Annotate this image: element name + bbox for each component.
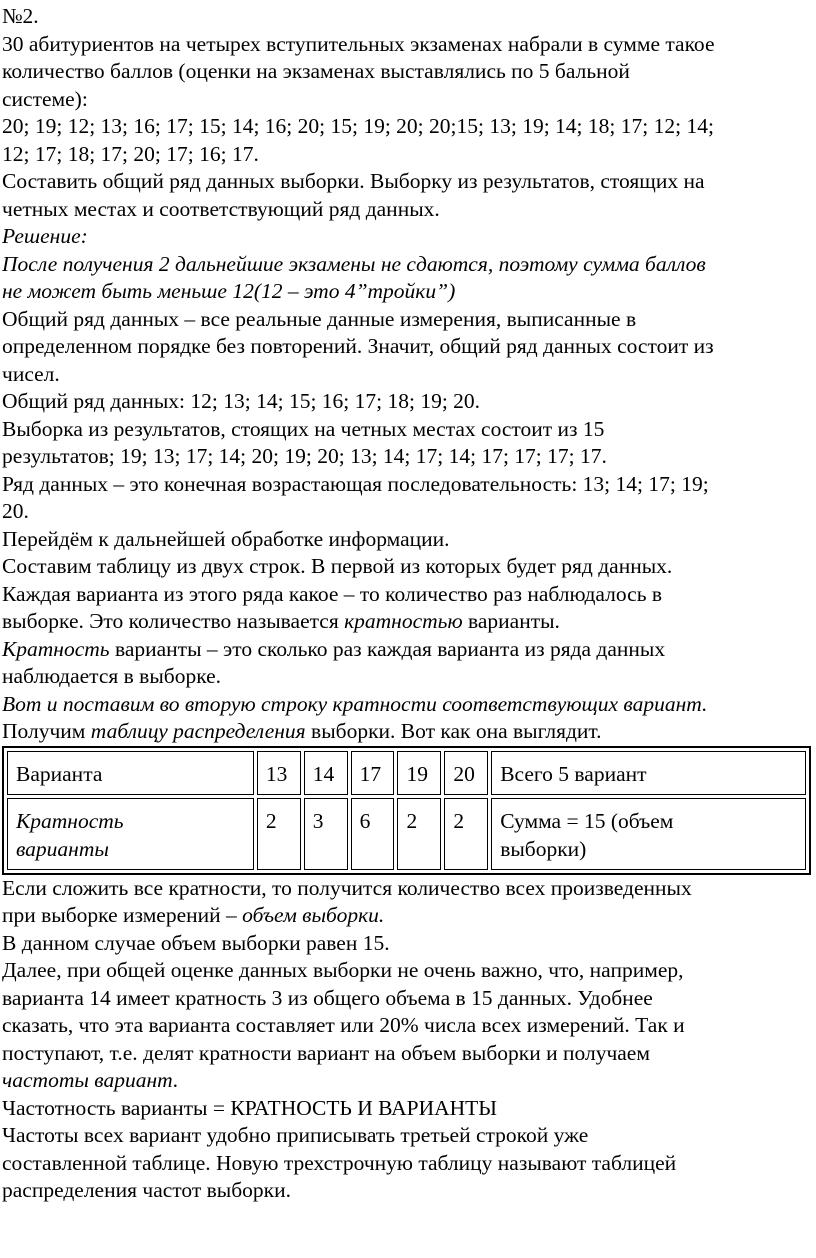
variant-cell: 20 — [444, 751, 488, 795]
body-line: Если сложить все кратности, то получится количество всех произведенных — [2, 875, 692, 900]
body-line: Каждая варианта из этого ряда какое – то количество раз наблюдалось в — [2, 581, 663, 606]
variant-cell: 19 — [397, 751, 441, 795]
total-cell: Всего 5 вариант — [491, 751, 806, 795]
frequency-line — [2, 1067, 814, 1095]
variant-cell: 17 — [351, 751, 395, 795]
body-line: определенном порядке без повторений. Значит, общий ряд данных состоит из — [2, 334, 714, 358]
body-line: Частоты всех вариант удобно приписывать третьей строкой уже — [2, 1123, 589, 1147]
problem-line: 30 абитуриентов на четырех вступительных экзаменах набрали в сумме такое — [2, 31, 715, 56]
sum-line: Сумма = 15 (объем — [500, 808, 674, 833]
solution-note-line: не может быть меньше 12(12 – это 4”тройки”) — [2, 279, 456, 303]
text-span: выборке. Это количество называется — [2, 609, 345, 633]
problem-line: четных местах и соответствующий ряд данных. — [2, 196, 440, 221]
distribution-table — [2, 746, 811, 875]
body-line: поступают, т.е. делят кратности вариант на объем выборки и получаем — [2, 1040, 650, 1065]
body-line: чисел. — [2, 361, 60, 386]
row-label-cell: Варианта — [7, 751, 254, 795]
label-line: варианты — [16, 836, 109, 861]
table-intro-line — [2, 718, 814, 746]
text-span: варианты. — [462, 609, 560, 633]
solution-note-line: После получения 2 дальнейшие экзамены не сдаются, поэтому сумма баллов — [2, 251, 706, 276]
body-line: Ряд данных – это конечная возрастающая последовательность: 13; 14; 17; 19; — [2, 471, 709, 496]
body-line: Общий ряд данных: 12; 13; 14; 15; 16; 17; 18; 19; 20. — [2, 389, 481, 413]
row-label-cell — [7, 798, 254, 870]
sum-cell — [491, 798, 806, 870]
body-line: Перейдём к дальнейшей обработке информации. — [2, 526, 450, 551]
definition-line — [2, 636, 814, 664]
multiplicity-cell: 6 — [351, 798, 395, 870]
table-row — [7, 798, 806, 870]
body-line: составленной таблице. Новую трехстрочную таблицу называют таблицей — [2, 1150, 677, 1175]
problem-line: системе): — [2, 86, 88, 111]
text-span: при выборке измерений – — [2, 903, 243, 927]
body-line: распределения частот выборки. — [2, 1178, 291, 1202]
body-line: В данном случае объем выборки равен 15. — [2, 930, 390, 955]
problem-number: №2. — [2, 4, 39, 28]
problem-line: количество баллов (оценки на экзаменах выставлялись по 5 бальной — [2, 59, 630, 83]
body-line: результатов; 19; 13; 17; 14; 20; 19; 20; 13; 14; 17; 14; 17; 17; 17; 17. — [2, 444, 607, 468]
solution-label: Решение: — [2, 224, 88, 248]
variant-cell: 14 — [304, 751, 348, 795]
body-line: Выборка из результатов, стоящих на четных местах состоит из 15 — [2, 416, 605, 441]
multiplicity-cell: 2 — [444, 798, 488, 870]
problem-line: Составить общий ряд данных выборки. Выборку из результатов, стоящих на — [2, 169, 705, 193]
italic-line: Вот и поставим во вторую строку кратности соответствующих вариант. — [2, 691, 708, 716]
body-line: Частотность варианты = КРАТНОСТЬ И ВАРИАНТЫ — [2, 1095, 498, 1120]
multiplicity-cell: 3 — [304, 798, 348, 870]
body-line: варианта 14 имеет кратность 3 из общего объема в 15 данных. Удобнее — [2, 985, 653, 1010]
body-line: наблюдается в выборке. — [2, 664, 222, 688]
variant-cell: 13 — [257, 751, 301, 795]
sum-line: выборки) — [500, 836, 587, 861]
multiplicity-line — [2, 608, 814, 636]
table-row — [7, 751, 806, 795]
multiplicity-cell: 2 — [257, 798, 301, 870]
label-line: Кратность — [16, 808, 124, 833]
italic-term: кратностью — [344, 609, 463, 633]
problem-line: 12; 17; 18; 17; 20; 17; 16; 17. — [2, 141, 259, 166]
text-span: Получим — [2, 719, 91, 743]
text-span: . — [172, 1068, 179, 1092]
body-line: 20. — [2, 499, 29, 523]
text-span: выборки. Вот как она выглядит. — [305, 719, 602, 743]
body-line: сказать, что эта варианта составляет или 20% числа всех измерений. Так и — [2, 1013, 685, 1037]
sample-size-line — [2, 902, 814, 930]
italic-term: таблицу распределения — [90, 719, 306, 743]
italic-term: частоты вариант — [2, 1068, 173, 1092]
body-line: Далее, при общей оценке данных выборки не очень важно, что, например, — [2, 958, 684, 982]
body-line: Составим таблицу из двух строк. В первой из которых будет ряд данных. — [2, 554, 673, 578]
multiplicity-cell: 2 — [397, 798, 441, 870]
problem-line: 20; 19; 12; 13; 16; 17; 15; 14; 16; 20; 15; 19; 20; 20;15; 13; 19; 14; 18; 17; 12; 14; — [2, 114, 714, 138]
text-span: варианты – это сколько раз каждая варианта из ряда данных — [109, 636, 666, 661]
italic-term: объем выборки. — [242, 903, 385, 927]
body-line: Общий ряд данных – все реальные данные измерения, выписанные в — [2, 306, 637, 331]
italic-term: Кратность — [2, 636, 110, 661]
